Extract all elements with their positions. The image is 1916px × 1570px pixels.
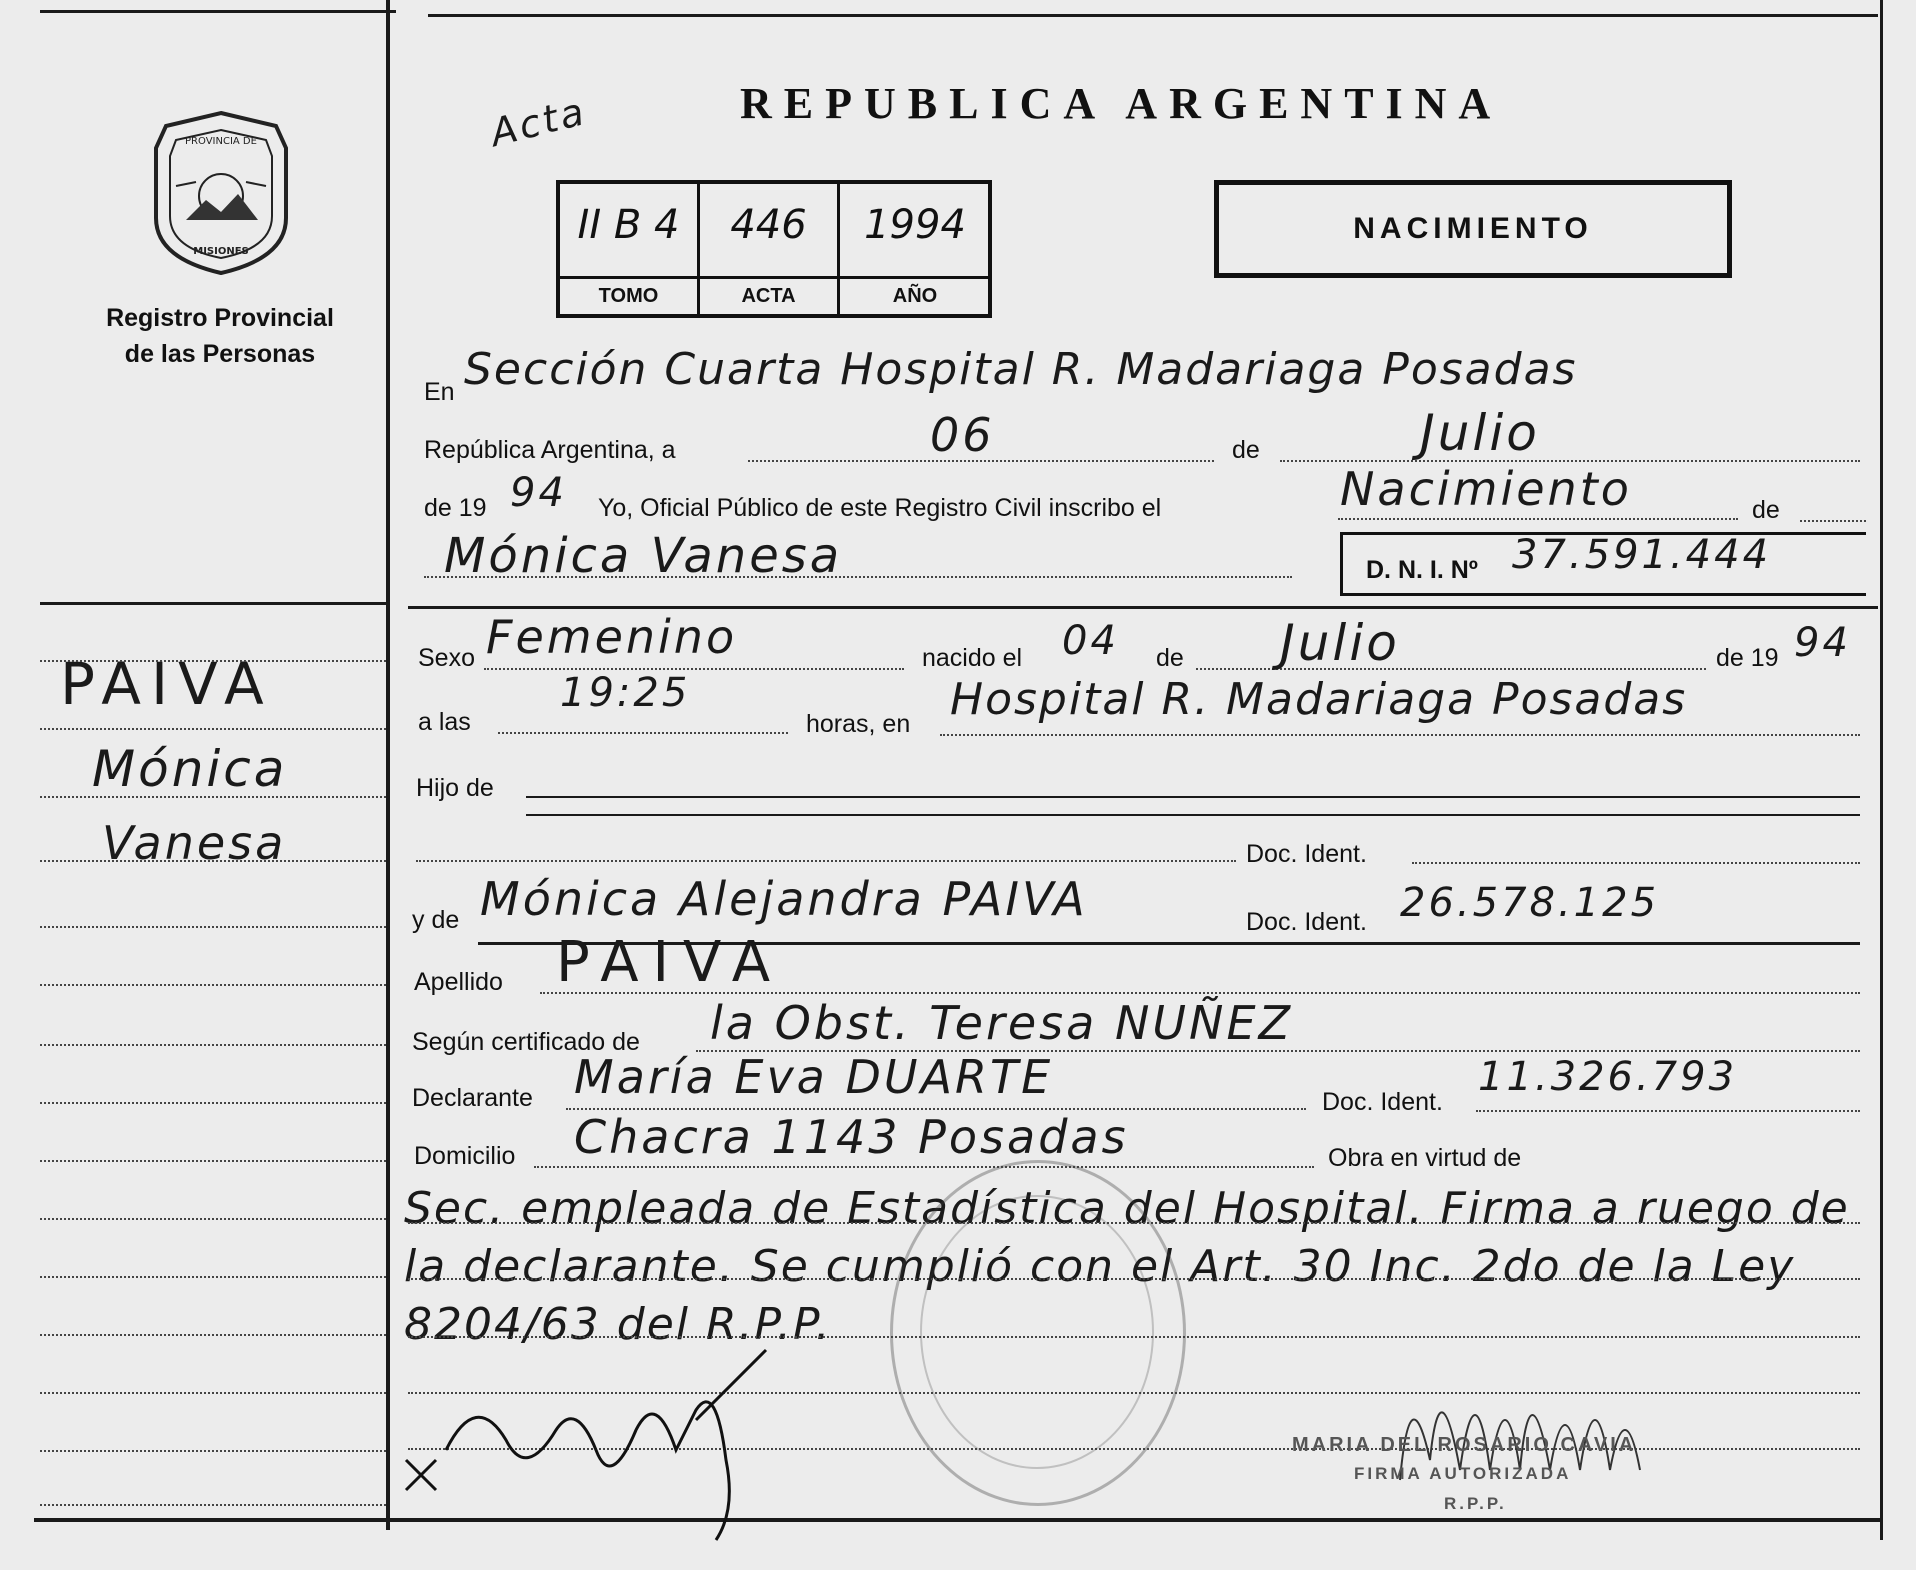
dotted-line xyxy=(1412,862,1860,864)
left-column-divider xyxy=(386,0,390,1530)
entry-dia: 06 xyxy=(930,408,995,462)
dotted-line xyxy=(1338,518,1738,520)
dotted-line xyxy=(416,860,1236,862)
entry-domicilio: Chacra 1143 Posadas xyxy=(574,1110,1129,1164)
margin-line xyxy=(40,796,386,798)
entry-obra: Sec. empleada de Estadística del Hospital. Firma a ruego de la declarante. Se cumplió con el Art. 30 Inc. 2do de la Ley 8204/63 del R.P.P. xyxy=(404,1183,1850,1350)
label-en: En xyxy=(424,378,455,406)
country-title: REPUBLICA ARGENTINA xyxy=(740,79,1503,128)
acta-label: ACTA xyxy=(741,285,796,307)
entry-nacido-anio: 94 xyxy=(1794,620,1851,666)
margin-line xyxy=(40,1392,386,1394)
entry-declarante: María Eva DUARTE xyxy=(574,1050,1054,1104)
margin-line xyxy=(40,1276,386,1278)
margin-line xyxy=(40,660,386,662)
label-declarante: Declarante xyxy=(412,1084,533,1112)
dotted-line xyxy=(1800,520,1866,522)
margin-name-1: Mónica xyxy=(92,740,288,798)
label-y-de: y de xyxy=(412,906,460,934)
label-hijo-de: Hijo de xyxy=(416,774,494,802)
margin-surname: PAIVA xyxy=(60,650,274,718)
label-de-19: de 19 xyxy=(424,494,487,522)
label-de: de xyxy=(1232,436,1260,464)
margin-line xyxy=(40,984,386,986)
label-dni: D. N. I. Nº xyxy=(1366,556,1478,584)
ano-cell xyxy=(840,184,990,314)
reference-box xyxy=(556,180,992,318)
underline xyxy=(526,796,1860,798)
margin-line xyxy=(40,926,386,928)
tomo-label: TOMO xyxy=(598,285,659,307)
official-org: R.P.P. xyxy=(1444,1494,1507,1513)
label-doc-ident-3: Doc. Ident. xyxy=(1322,1088,1443,1116)
ano-label: AÑO xyxy=(892,285,938,307)
margin-line xyxy=(40,1334,386,1336)
entry-madre: Mónica Alejandra PAIVA xyxy=(480,872,1088,926)
seal-top-text: PROVINCIA DE xyxy=(185,136,257,147)
margin-line xyxy=(40,728,386,730)
entry-dni: 37.591.444 xyxy=(1512,532,1772,578)
official-name: MARIA DEL ROSARIO CAVIA xyxy=(1292,1434,1637,1456)
label-doc-ident-1: Doc. Ident. xyxy=(1246,840,1367,868)
declarant-signature xyxy=(396,1340,826,1550)
margin-line xyxy=(40,860,386,862)
margin-line xyxy=(40,1160,386,1162)
entry-certificado: la Obst. Teresa NUÑEZ xyxy=(710,996,1294,1050)
label-sexo: Sexo xyxy=(418,644,475,672)
entry-hora: 19:25 xyxy=(560,670,691,716)
bottom-rule xyxy=(34,1518,1880,1522)
label-de-end: de xyxy=(1752,496,1780,524)
dotted-line xyxy=(484,668,904,670)
label-horas-en: horas, en xyxy=(806,710,911,738)
margin-name-2: Vanesa xyxy=(102,816,287,870)
entry-tipo: Nacimiento xyxy=(1340,462,1632,516)
entry-nacido-dia: 04 xyxy=(1062,618,1119,664)
underline xyxy=(526,814,1860,816)
entry-madre-doc: 26.578.125 xyxy=(1400,880,1660,926)
label-obra: Obra en virtud de xyxy=(1328,1144,1522,1172)
dotted-line xyxy=(1476,1110,1860,1112)
entry-anio: 94 xyxy=(510,470,567,516)
registry-line-2: de las Personas xyxy=(124,340,316,368)
dotted-line xyxy=(534,1166,1314,1168)
record-type-box xyxy=(1214,180,1732,278)
label-a-las: a las xyxy=(418,708,471,736)
entry-nombre: Mónica Vanesa xyxy=(444,528,843,584)
official-stamp-inner xyxy=(920,1195,1154,1469)
entry-sexo: Femenino xyxy=(486,610,738,664)
label-domicilio: Domicilio xyxy=(414,1142,516,1170)
seal-bottom-text: MISIONES xyxy=(193,246,249,257)
label-de-19b: de 19 xyxy=(1716,644,1779,672)
margin-line xyxy=(40,1102,386,1104)
right-border xyxy=(1880,0,1883,1540)
official-title: FIRMA AUTORIZADA xyxy=(1354,1464,1572,1483)
main-section-rule xyxy=(408,606,1878,609)
dotted-line xyxy=(1196,668,1706,670)
entry-declarante-doc: 11.326.793 xyxy=(1478,1054,1738,1100)
entry-mes: Julio xyxy=(1420,404,1540,462)
top-rule-right xyxy=(428,14,1878,17)
registry-line-1: Registro Provincial xyxy=(106,304,334,332)
dotted-line xyxy=(940,734,1860,736)
acta-cell xyxy=(700,184,840,314)
left-section-rule xyxy=(40,602,390,605)
entry-seccion: Sección Cuarta Hospital R. Madariaga Posadas xyxy=(464,344,1578,395)
acta-value: 446 xyxy=(730,202,807,248)
tomo-value: II B 4 xyxy=(577,202,680,248)
margin-line xyxy=(40,1504,386,1506)
provincial-seal-icon xyxy=(146,108,296,278)
registry-name xyxy=(60,300,380,372)
label-nacido-el: nacido el xyxy=(922,644,1023,672)
entry-nacido-mes: Julio xyxy=(1280,614,1400,672)
label-segun: Según certificado de xyxy=(412,1028,640,1056)
ano-value: 1994 xyxy=(864,202,966,248)
label-doc-ident-2: Doc. Ident. xyxy=(1246,908,1367,936)
entry-apellido: PAIVA xyxy=(556,930,785,995)
label-de-2: de xyxy=(1156,644,1184,672)
label-republica: República Argentina, a xyxy=(424,436,676,464)
label-apellido: Apellido xyxy=(414,968,503,996)
margin-note: Acta xyxy=(486,88,591,156)
label-oficial: Yo, Oficial Público de este Registro Civil inscribo el xyxy=(598,494,1162,522)
top-rule-left xyxy=(40,10,396,13)
margin-line xyxy=(40,1450,386,1452)
margin-line xyxy=(40,1218,386,1220)
tomo-cell xyxy=(560,184,700,314)
margin-line xyxy=(40,1044,386,1046)
record-type: NACIMIENTO xyxy=(1353,212,1593,245)
dotted-line xyxy=(498,732,788,734)
entry-lugar: Hospital R. Madariaga Posadas xyxy=(950,674,1688,725)
